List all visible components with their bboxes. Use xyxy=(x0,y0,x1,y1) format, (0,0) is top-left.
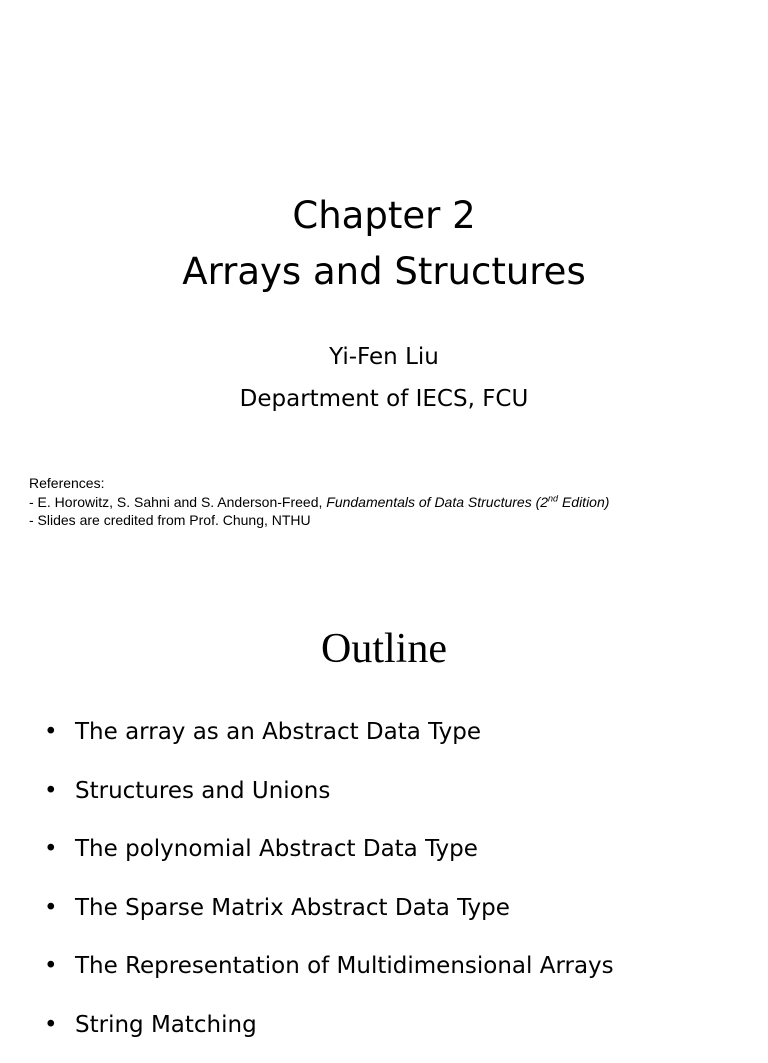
reference-edition-superscript: nd xyxy=(548,493,558,503)
bullet-icon: • xyxy=(44,829,75,869)
outline-item-text: The polynomial Abstract Data Type xyxy=(75,836,478,862)
outline-item xyxy=(44,946,764,1005)
bullet-icon: • xyxy=(44,712,75,752)
chapter-title: Arrays and Structures xyxy=(0,244,768,300)
outline-item xyxy=(44,771,764,830)
reference-book-title: Fundamentals of Data Structures (2nd Edition) xyxy=(326,494,609,510)
chapter-number: Chapter 2 xyxy=(0,188,768,244)
references-heading: References: xyxy=(29,474,759,493)
bullet-icon: • xyxy=(44,1005,75,1045)
outline-item xyxy=(44,712,764,771)
outline-item-text: String Matching xyxy=(75,1012,257,1038)
references-block xyxy=(29,474,759,530)
outline-item-text: The array as an Abstract Data Type xyxy=(75,719,481,745)
outline-item xyxy=(44,1005,764,1063)
outline-list xyxy=(44,712,764,1063)
outline-item-text: The Sparse Matrix Abstract Data Type xyxy=(75,895,510,921)
outline-item-text: The Representation of Multidimensional Arrays xyxy=(75,953,614,979)
author-name: Yi-Fen Liu xyxy=(0,336,768,378)
reference-item-credits: - Slides are credited from Prof. Chung, NTHU xyxy=(29,511,759,530)
bullet-icon: • xyxy=(44,771,75,811)
outline-item xyxy=(44,829,764,888)
chapter-title-block xyxy=(0,188,768,300)
reference-authors: - E. Horowitz, S. Sahni and S. Anderson-Freed, xyxy=(29,494,326,510)
outline-title: Outline xyxy=(0,624,768,674)
author-block xyxy=(0,336,768,420)
reference-item-textbook xyxy=(29,493,759,512)
outline-item-text: Structures and Unions xyxy=(75,778,330,804)
author-department: Department of IECS, FCU xyxy=(0,378,768,420)
bullet-icon: • xyxy=(44,888,75,928)
bullet-icon: • xyxy=(44,946,75,986)
outline-item xyxy=(44,888,764,947)
